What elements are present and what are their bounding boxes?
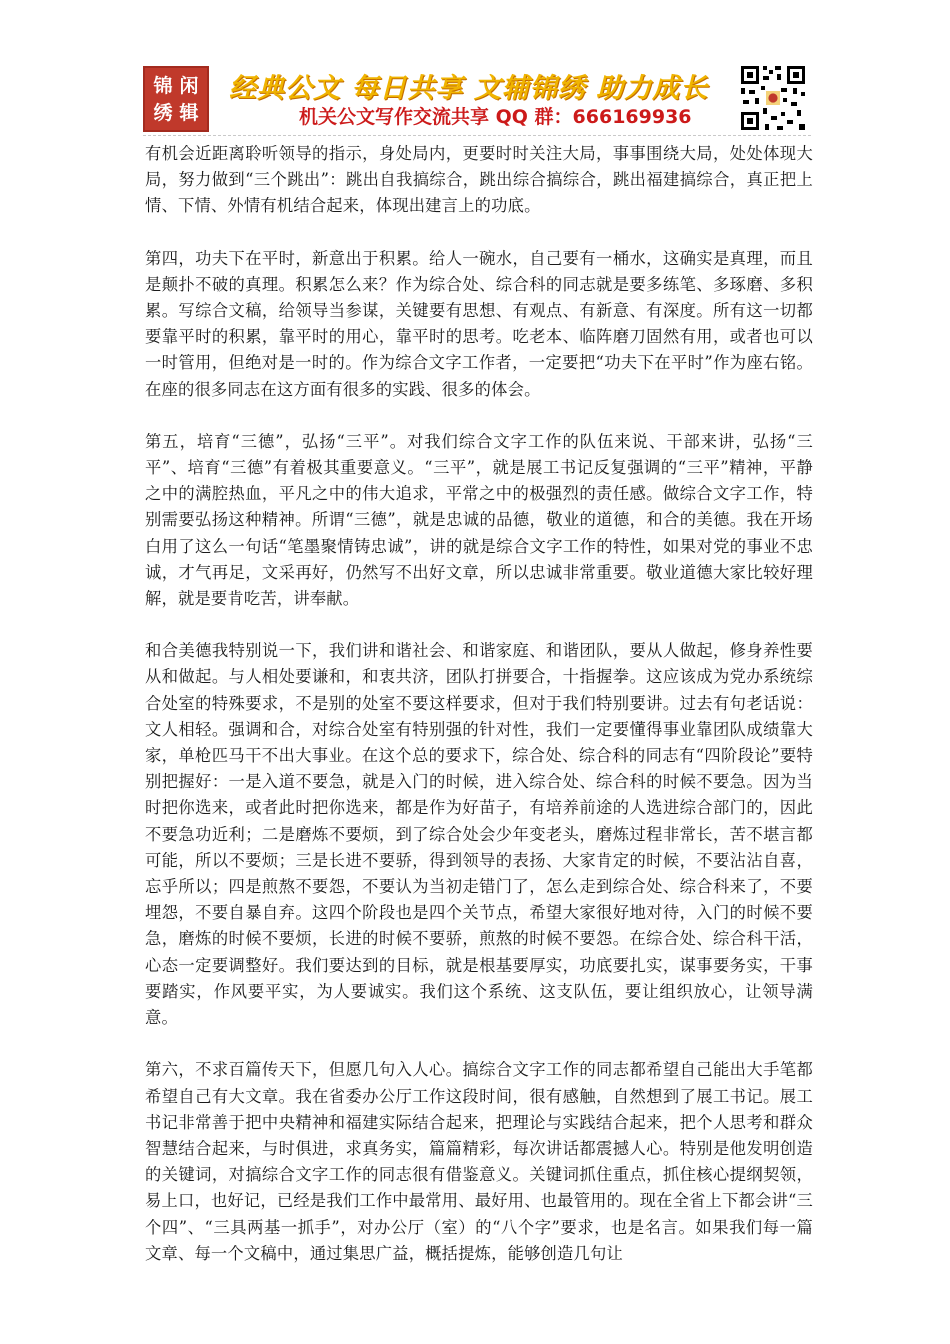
qr-code-icon	[739, 64, 807, 132]
paragraph: 第六，不求百篇传天下，但愿几句入人心。搞综合文字工作的同志都希望自己能出大手笔都希望自己有大文章。我在省委办公厅工作这段时间，很有感触，自然想到了展工书记。展工书记非常善于把中央精神和福建实际结合起来，把理论与实践结合起来，把个人思考和群众智慧结合起来，与时俱进，求真务实，篇篇精彩，每次讲话都震撼人心。特别是他发明创造的关键词，对搞综合文字工作的同志很有借鉴意义。关键词抓住重点，抓住核心提纲契领，易上口，也好记，已经是我们工作中最常用、最好用、也最管用的。现在全省上下都会讲“三个四”、“三具两基一抓手”，对办公厅（室）的“八个字”要求，也是名言。如果我们每一篇文章、每一个文稿中，通过集思广益，概括提炼，能够创造几句让	[145, 1060, 813, 1263]
header-slogan: 经典公文 每日共享 文辅锦绣 助力成长	[229, 73, 709, 104]
logo	[143, 66, 209, 132]
header-qq-group: 机关公文写作交流共享 QQ 群：666169936	[299, 106, 692, 128]
header-divider	[143, 135, 811, 136]
paragraph: 和合美德我特别说一下，我们讲和谐社会、和谐家庭、和谐团队，要从人做起，修身养性要从和做起。与人相处要谦和，和衷共济，团队打拼要合，十指握拳。这应该成为党办系统综合处室的特殊要求，不是别的处室不要这样要求，但对于我们特别要讲。过去有句老话说：文人相轻。强调和合，对综合处室有特别强的针对性，我们一定要懂得事业靠团队成绩靠大家，单枪匹马干不出大事业。在这个总的要求下，综合处、综合科的同志有“四阶段论”要特别把握好：一是入道不要急，就是入门的时候，进入综合处、综合科的时候不要急。因为当时把你选来，或者此时把你选来，都是作为好苗子，有培养前途的人选进综合部门的，因此不要急功近利；二是磨炼不要烦，到了综合处会少年变老头，磨炼过程非常长，苦不堪言都可能，所以不要烦；三是长进不要骄，得到领导的表扬、大家肯定的时候，不要沾沾自喜，忘乎所以；四是煎熬不要怨，不要认为当初走错门了，怎么走到综合处、综合科来了，不要埋怨，不要自暴自弃。这四个阶段也是四个关节点，希望大家很好地对待，入门的时候不要急，磨炼的时候不要烦，长进的时候不要骄，煎熬的时候不要怨。在综合处、综合科干活，心态一定要调整好。我们要达到的目标，就是根基要厚实，功底要扎实，谋事要务实，干事要踏实，作风要平实，为人要诚实。我们这个系统、这支队伍，要让组织放心，让领导满意。	[145, 641, 813, 1028]
page-header	[143, 64, 811, 132]
paragraph: 有机会近距离聆听领导的指示，身处局内，更要时时关注大局，事事围绕大局，处处体现大局，努力做到“三个跳出”：跳出自我搞综合，跳出综合搞综合，跳出福建搞综合，真正把上情、下情、外情有机结合起来，体现出建言上的功底。	[145, 144, 813, 216]
logo-char: 闲	[179, 75, 199, 97]
paragraph: 第四，功夫下在平时，新意出于积累。给人一碗水，自己要有一桶水，这确实是真理，而且是颠扑不破的真理。积累怎么来？作为综合处、综合科的同志就是要多练笔、多琢磨、多积累。写综合文稿，给领导当参谋，关键要有思想、有观点、有新意、有深度。所有这一切都要靠平时的积累，靠平时的用心，靠平时的思考。吃老本、临阵磨刀固然有用，或者也可以一时管用，但绝对是一时的。作为综合文字工作者，一定要把“功夫下在平时”作为座右铭。在座的很多同志在这方面有很多的实践、很多的体会。	[145, 248, 813, 399]
logo-char: 辑	[179, 102, 199, 124]
paragraph: 第五，培育“三德”，弘扬“三平”。对我们综合文字工作的队伍来说、干部来讲，弘扬“三平”、培育“三德”有着极其重要意义。“三平”，就是展工书记反复强调的“三平”精神，平静之中的满腔热血，平凡之中的伟大追求，平常之中的极强烈的责任感。做综合文字工作，特别需要弘扬这种精神。所谓“三德”，就是忠诚的品德，敬业的道德，和合的美德。我在开场白用了这么一句话“笔墨聚情铸忠诚”，讲的就是综合文字工作的特性，如果对党的事业不忠诚，才气再足，文采再好，仍然写不出好文章，所以忠诚非常重要。敬业道德大家比较好理解，就是要肯吃苦，讲奉献。	[145, 431, 813, 609]
logo-char: 绣	[153, 102, 173, 124]
logo-char: 锦	[153, 75, 173, 97]
document-body	[145, 141, 813, 1267]
